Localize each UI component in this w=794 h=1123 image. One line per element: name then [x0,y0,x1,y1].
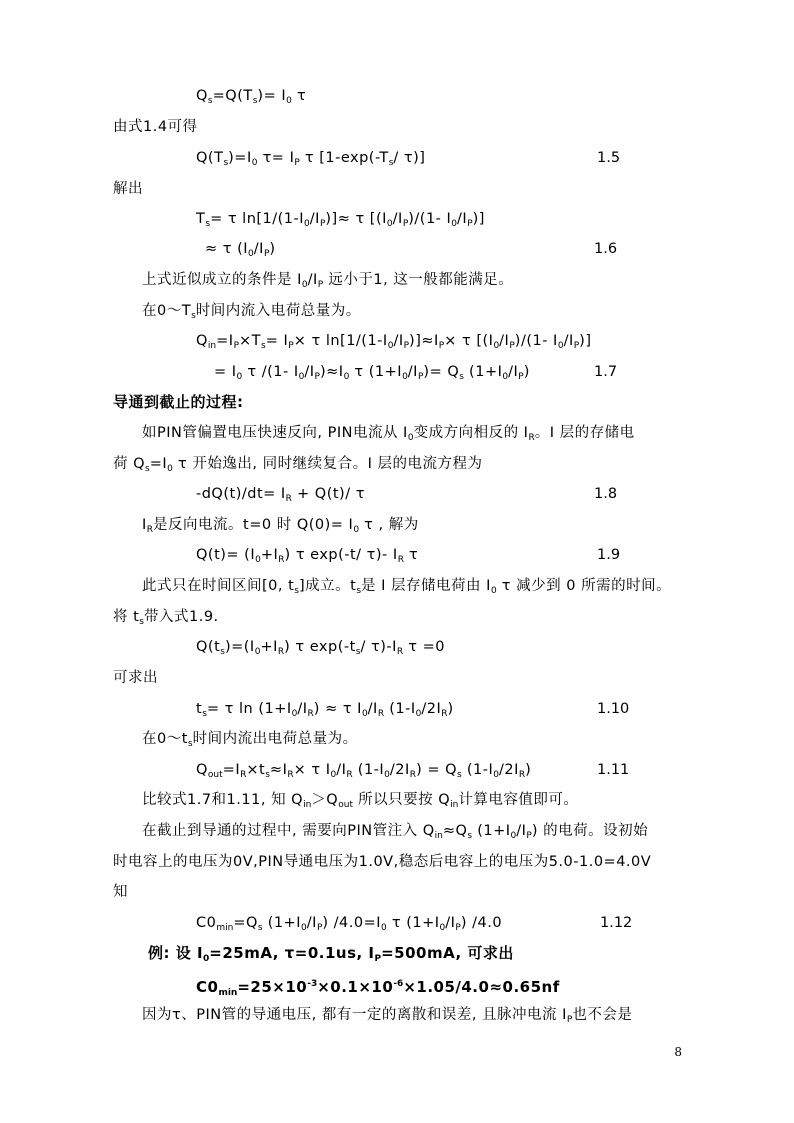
text-line: 因为τ、PIN管的导通电压, 都有一定的离散和误差, 且脉冲电流 $I_P$也不会是 [142,1007,633,1025]
equation-number: 1.6 [594,241,618,257]
formula-line: $Q_{out}=I_R\times t_s\approx I_R\times \tau$ $I_0/I_R$ $(1-I_0/2I_R) = Q_s$ $(1-I_0/2I_R)$ [196,762,532,780]
text-line: 在$0\sim t_s$时间内流出电荷总量为。 [142,731,358,749]
equation-number: 1.5 [597,150,621,166]
text-line: 此式只在时间区间[0, $t_s$]成立。$t_s$是 I 层存储电荷由 $I_0$ τ 减少到 0 所需的时间。 [142,578,672,596]
formula-line: $t_s= \tau$ $\ln (1+I_0/I_R) \approx \tau$ $I_0/I_R$ $(1-I_0/2I_R)$ [196,701,454,719]
text-line: 上式近似成立的条件是 $I_0/I_P$ 远小于1, 这一般都能满足。 [142,272,514,290]
text-line: 可求出 [113,670,158,686]
equation-number: 1.10 [597,701,630,717]
example-result: $C0_{min}=25\times 10^{-3}\times 0.1\times 10^{-6}\times 1.05/4.0\approx 0.65nf$ [196,978,560,998]
text-line: $I_R$是反向电流。t=0 时 $Q(0)= I_0$ τ , 解为 [142,517,419,535]
equation-number: 1.8 [594,486,618,502]
text-line: 比较式1.7和1.11, 知 $Q_{in}>Q_{out}$ 所以只要按 $Q_{in}$计算电容值即可。 [142,792,579,810]
formula-line: $C0_{min}=Q_s$ $(1+I_0/I_P)$ $/4.0=I_0$ τ $(1+I_0/I_P)$ /4.0 [196,915,503,933]
formula-line: $T_s= \tau$ $\ln[1/(1-I_0/I_P)]\approx \tau$ [$(I_0/I_P)/(1-$ $I_0/I_P$)] [196,211,485,229]
text-line: 将 $t_s$带入式1.9. [113,609,219,627]
text-line: 知 [113,884,128,900]
equation-number: 1.7 [594,364,618,380]
formula-qs: $Q_s=Q(T_s)= I_0$ τ [196,88,307,106]
equation-number: 1.9 [597,547,621,563]
text-line: 在$0\sim T_s$时间内流入电荷总量为。 [142,303,361,321]
formula-line: $Q(T_s)=I_0$ $\tau= I_P$ τ [$1-\exp(-T_s/$ τ)] [196,150,426,168]
text-line: 如PIN管偏置电压快速反向, PIN电流从 $I_0$变成方向相反的 $I_R$。I 层的存储电 [142,425,635,443]
formula-line: $Q(t)= (I_0+I_R)$ τ exp(-t/ τ)- $I_R$ τ [196,547,419,565]
equation-number: 1.11 [597,762,630,778]
section-heading: 导通到截止的过程: [113,393,244,411]
text-line: 在截止到导通的过程中, 需要向PIN管注入 $Q_{in}\approx Q_s$ $(1+I_0/I_P)$ 的电荷。设初始 [142,823,649,841]
formula-line: $Q_{in}=I_P\times T_s= I_P\times \tau$ $\ln[1/(1-I_0/I_P)]\approx I_P\times \tau$ [$(I_0/I_P)/(1-$ $I_0/I_P$)] [196,333,592,351]
formula-line: = $I_0$ τ /(1- $I_0/I_P)\approx I_0$ τ $(1+I_0/I_P)= Q_s$ $(1+I_0/I_P)$ [214,364,530,382]
example-line: 例: 设 $I_0=25mA$, τ=0.1us, $I_P=500mA$, 可求出 [148,944,514,964]
formula-line: $Q(t_s)=(I_0+I_R)$ τ $\exp(-t_s/$ $\tau)-I_R$ τ =0 [196,639,445,657]
text-line: 荷 $Q_s=I_0$ τ 开始逸出, 同时继续复合。I 层的电流方程为 [113,456,483,474]
text-line: 时电容上的电压为0V,PIN导通电压为1.0V,稳态后电容上的电压为5.0-1.0=4.0V [113,854,652,870]
equation-number: 1.12 [600,915,633,931]
text-line: 由式1.4可得 [113,119,198,135]
page-number: 8 [674,1045,682,1059]
formula-line: ≈ τ $(I_0/I_P)$ [205,241,276,259]
formula-line: $-dQ(t)/dt= I_R + Q(t)/$ τ [196,486,365,504]
text-line: 解出 [113,181,143,197]
